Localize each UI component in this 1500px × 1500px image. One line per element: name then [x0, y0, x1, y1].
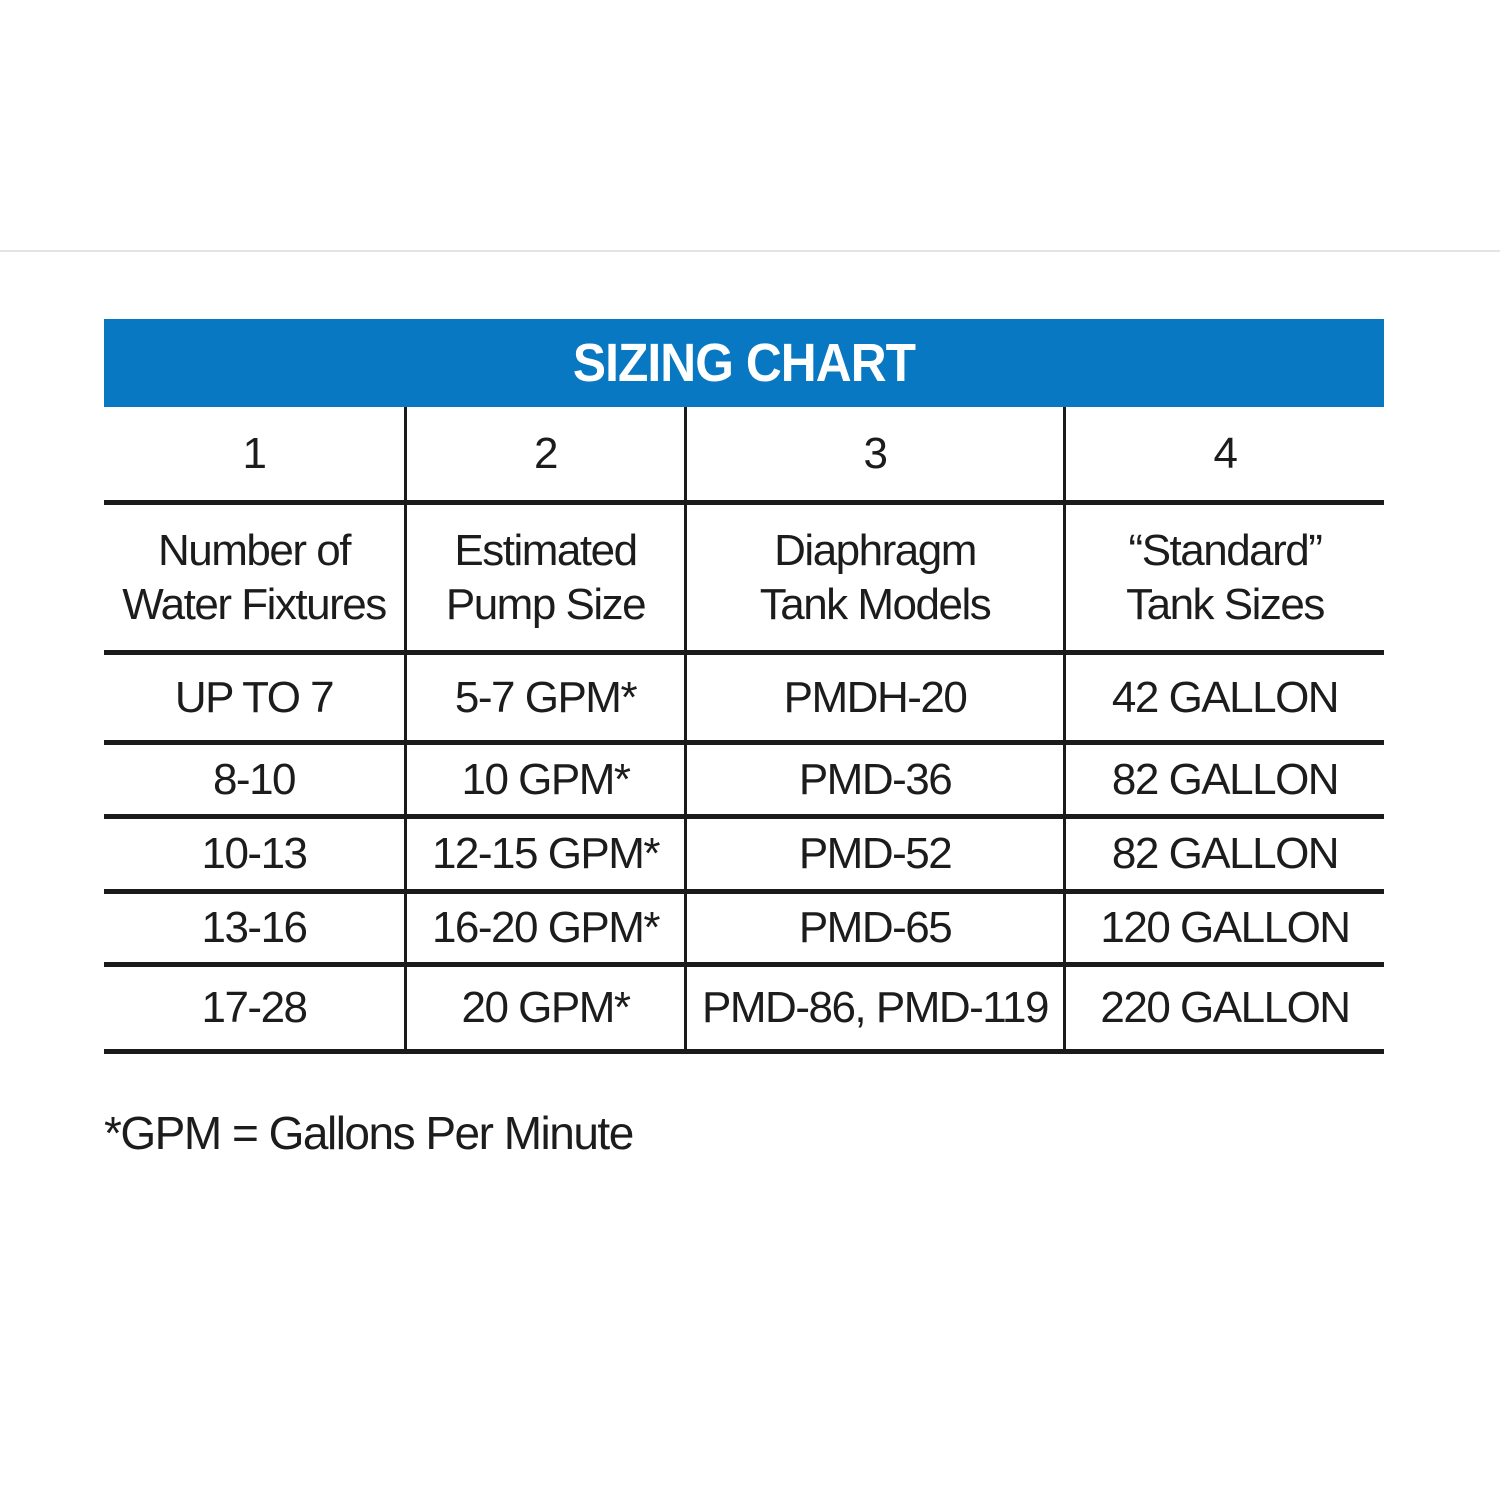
- cell-pump-size: 10 GPM*: [407, 745, 687, 814]
- header-line: Diaphragm: [774, 525, 976, 575]
- column-number-4: 4: [1213, 428, 1237, 478]
- cell-tank-model: PMDH-20: [687, 655, 1066, 740]
- cell-tank-model: PMD-65: [687, 894, 1066, 962]
- column-headers-row: [104, 505, 1384, 650]
- column-number-3: 3: [687, 407, 1066, 500]
- cell-tank-model: PMD-86, PMD-119: [687, 967, 1066, 1049]
- cell-pump-size: 12-15 GPM*: [407, 819, 687, 889]
- cell-fixtures: 13-16: [104, 894, 407, 962]
- cell-tank-model: PMD-52: [687, 819, 1066, 889]
- header-line: Number of: [158, 525, 350, 575]
- table-row: [104, 819, 1384, 889]
- gpm-footnote: *GPM = Gallons Per Minute: [104, 1107, 633, 1159]
- table-body: [104, 655, 1384, 1054]
- cell-fixtures: 8-10: [104, 745, 407, 814]
- cell-tank-size: 120 GALLON: [1100, 903, 1350, 953]
- column-header-fixtures: [104, 505, 407, 650]
- cell-tank-model: PMD-36: [687, 745, 1066, 814]
- column-header-pump-size: [407, 505, 687, 650]
- table-row: [104, 745, 1384, 814]
- column-header-tank-model: [687, 505, 1066, 650]
- header-line: Pump Size: [445, 579, 646, 629]
- column-number-1: 1: [104, 407, 407, 500]
- row-divider: [104, 1049, 1384, 1054]
- header-line: Water Fixtures: [122, 579, 386, 629]
- cell-pump-size: 5-7 GPM*: [407, 655, 687, 740]
- cell-pump-size: 16-20 GPM*: [407, 894, 687, 962]
- cell-fixtures: 10-13: [104, 819, 407, 889]
- column-numbers-row: [104, 407, 1384, 500]
- header-line: Tank Models: [759, 579, 991, 629]
- table-title: SIZING CHART: [572, 333, 916, 393]
- cell-fixtures: 17-28: [104, 967, 407, 1049]
- header-line: Tank Sizes: [1126, 579, 1324, 629]
- sizing-chart-table: [104, 319, 1384, 1160]
- table-row: [104, 967, 1384, 1049]
- cell-fixtures: UP TO 7: [104, 655, 407, 740]
- header-line: Estimated: [454, 525, 637, 575]
- cell-tank-size: 220 GALLON: [1100, 983, 1350, 1033]
- cell-tank-size: 42 GALLON: [1111, 672, 1339, 722]
- cell-pump-size: 20 GPM*: [407, 967, 687, 1049]
- cell-tank-size: 82 GALLON: [1111, 754, 1339, 804]
- table-row: [104, 655, 1384, 740]
- header-line: “Standard”: [1128, 525, 1322, 575]
- column-header-tank-size: [1066, 505, 1384, 650]
- table-row: [104, 894, 1384, 962]
- card-edge-divider: [0, 250, 1500, 252]
- table-title-bar: [104, 319, 1384, 407]
- column-number-2: 2: [407, 407, 687, 500]
- cell-tank-size: 82 GALLON: [1111, 829, 1339, 879]
